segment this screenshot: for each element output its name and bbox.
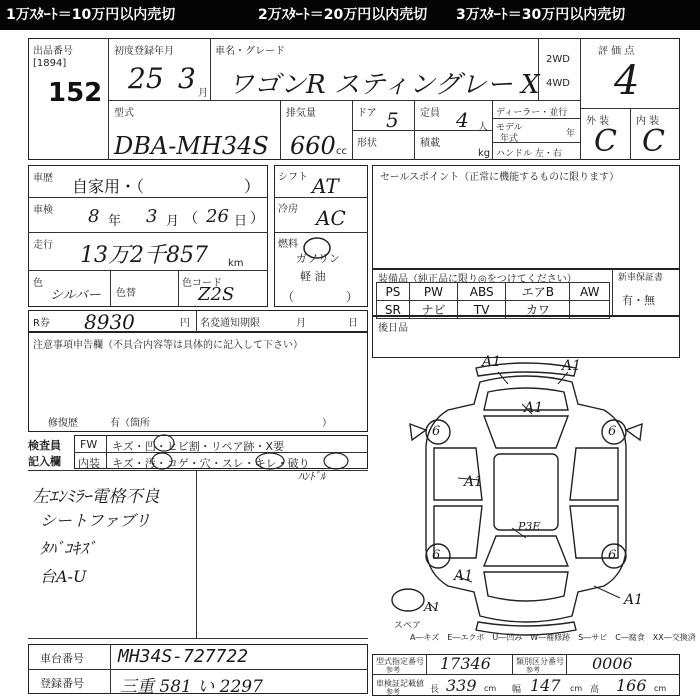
length-label: 長 — [430, 685, 440, 695]
inspection-label: 車検 — [33, 205, 53, 216]
recycle-row — [28, 310, 368, 332]
chassis-label: 車台番号 — [40, 652, 84, 665]
model-year-label: モデル — [496, 123, 523, 133]
class-label: 類別区分番号 — [516, 657, 564, 666]
comment-line-1: 左ｴﾝﾐﾗｰ電格不良 — [32, 487, 160, 507]
handle-label: ハンドル 左・右 — [496, 149, 562, 159]
repair-label: 修復歴 — [48, 418, 78, 429]
ac-label: 冷房 — [278, 204, 298, 215]
fuel-label: 燃料 — [278, 239, 298, 250]
banner-item-1: 1万ｽﾀｰﾄ＝10万円以内売切 — [6, 7, 176, 23]
ac-value: AC — [316, 206, 346, 230]
equip-pw: PW — [409, 283, 457, 301]
model-value: DBA-MH34S — [114, 132, 269, 160]
type-no-sub: 参考 — [386, 666, 400, 674]
tax-month-unit: 月 — [296, 318, 306, 329]
load-unit: kg — [478, 148, 491, 159]
history-value: 自家用・（ — [72, 177, 145, 196]
spare-label: スペア — [394, 621, 422, 631]
recycle-label: R券 — [33, 318, 50, 329]
damage-mark-12: A1 — [424, 600, 441, 614]
damage-mark-4: A1 — [464, 474, 484, 490]
banner-item-2: 2万ｽﾀｰﾄ＝20万円以内売切 — [258, 7, 428, 23]
equip-sr: SR — [377, 301, 410, 319]
top-banner — [0, 0, 700, 30]
damage-mark-5: A1 — [454, 568, 474, 584]
tax-day-unit: 日 — [348, 318, 358, 329]
drive-2wd: 2WD — [546, 54, 570, 65]
damage-mark-11: A1 — [624, 592, 644, 608]
inspection-year: 8 — [88, 206, 100, 227]
after-market-box — [372, 316, 680, 358]
fuel-paren-open: （ — [282, 290, 295, 304]
damage-legend: A―キズ E―エクボ U―凹み W―補修跡 S―サビ C―腐食 XX―交換済 — [410, 633, 696, 642]
damage-mark-6: P3E — [518, 520, 541, 533]
first-reg-label: 初度登録年月 — [114, 46, 174, 57]
length-value: 339 — [446, 676, 477, 695]
cap-unit: 人 — [478, 122, 488, 133]
spare-tire-icon — [392, 589, 424, 611]
inspection-paren-open: （ — [184, 211, 198, 227]
drive-4wd: 4WD — [546, 78, 570, 89]
lot-number: 152 — [48, 78, 103, 108]
damage-mark-9: 6 — [432, 548, 441, 563]
history-close: ） — [244, 177, 261, 196]
shift-label: シフト — [278, 172, 308, 183]
disp-value: 660 — [290, 132, 336, 160]
load-label: 積載 — [420, 138, 440, 149]
color-swap-label: 色替 — [116, 288, 136, 299]
disp-label: 排気量 — [286, 108, 316, 119]
equip-abs: ABS — [458, 283, 506, 301]
inspection-paren-close: ） — [250, 211, 264, 227]
int-label: 内 装 — [636, 116, 660, 127]
new-warranty-label: 新車保証書 — [618, 273, 664, 283]
height-label: 高 — [590, 685, 600, 695]
tax-deadline-label: 名変通知期限 — [200, 318, 260, 329]
width-value: 147 — [530, 676, 561, 695]
banner-item-3: 3万ｽﾀｰﾄ＝30万円以内売切 — [456, 7, 626, 23]
fuel-circle-mark — [302, 236, 332, 260]
damage-mark-7: 6 — [432, 424, 441, 439]
mileage-label: 走行 — [33, 240, 53, 251]
fuel-diesel: 軽 油 — [300, 270, 326, 283]
inspection-day-unit: 日 — [234, 214, 248, 229]
shift-value: AT — [312, 174, 339, 198]
ext-value: C — [594, 124, 617, 159]
lot-code: [1894] — [33, 58, 67, 69]
fuel-gas: ガソリン — [296, 252, 340, 265]
width-unit: cm — [570, 684, 583, 693]
height-unit: cm — [654, 684, 667, 693]
repair-value: 有（箇所 — [110, 418, 150, 429]
class-sub: 参考 — [526, 666, 540, 674]
equipment-label: 装備品（純正品に限り◎をつけてください） — [378, 274, 577, 285]
height-value: 166 — [616, 676, 647, 695]
recycle-yen: 円 — [180, 318, 190, 329]
notes-label: 注意事項申告欄（不具合内容等は具体的に記入して下さい） — [33, 340, 303, 351]
lot-label: 出品番号 — [33, 46, 73, 57]
doc-sub: 参考 — [386, 688, 400, 696]
fuel-paren-close: ） — [346, 290, 359, 304]
new-warranty-options: 有・無 — [622, 294, 655, 307]
color-code-label: 色コード — [182, 278, 222, 289]
color-label: 色 — [33, 278, 43, 289]
door-value: 5 — [386, 108, 399, 132]
door-label: ドア — [357, 108, 377, 119]
equip-aw: AW — [570, 283, 610, 301]
mileage-unit: km — [228, 258, 244, 269]
year-unit: 年 — [566, 129, 576, 139]
grade-value: 4 — [614, 58, 640, 104]
cap-label: 定員 — [420, 108, 440, 119]
shape-label: 形状 — [357, 138, 377, 149]
color-code-value: Z2S — [198, 284, 235, 305]
damage-mark-3: A1 — [524, 400, 544, 416]
ext-label: 外 装 — [586, 116, 610, 127]
comment-line-4: 台A-U — [40, 567, 87, 586]
recycle-value: 8930 — [84, 310, 135, 334]
doc-label: 車検証記載値 — [376, 679, 424, 688]
inspector-fw-items: キズ・凹・ヒビ割・リペア跡・X要 — [112, 440, 285, 453]
chassis-value: MH34S-727722 — [118, 646, 249, 667]
inspector-label-1: 検査員 — [28, 439, 61, 452]
inspection-month-unit: 月 — [166, 214, 180, 229]
registration-value: 三重 581 い 2297 — [120, 677, 263, 697]
equip-tv: TV — [458, 301, 506, 319]
model-label: 型式 — [114, 108, 134, 119]
first-reg-year: 25 — [128, 62, 164, 95]
length-unit: cm — [484, 684, 497, 693]
type-no-value: 17346 — [440, 654, 491, 673]
color-value: シルバー — [50, 288, 101, 303]
damage-mark-2: A1 — [562, 358, 582, 374]
inspector-circle-marks — [140, 434, 380, 474]
inspector-fw: FW — [80, 438, 98, 451]
damage-mark-1: A1 — [482, 354, 502, 370]
inspector-int: 内装 — [78, 457, 100, 470]
cap-value: 4 — [456, 108, 469, 132]
inspector-int-items: キズ・汚・コゲ・穴・スレ・キレ・破り — [112, 457, 310, 470]
equip-leather: カワ — [506, 301, 570, 319]
dealer-label: ディーラー・並行 — [496, 108, 568, 118]
first-reg-month-unit: 月 — [198, 88, 208, 99]
int-value: C — [642, 124, 665, 159]
inspection-month: 3 — [146, 206, 158, 227]
grade-label: 評 価 点 — [598, 46, 635, 57]
repair-close: ） — [322, 418, 332, 429]
type-no-label: 型式指定番号 — [376, 657, 424, 666]
inspection-day: 26 — [206, 206, 229, 227]
model-year-label2: 年式 — [500, 134, 519, 144]
equip-airbag: エアB — [506, 283, 570, 301]
damage-mark-10: 6 — [608, 548, 617, 563]
equipment-table — [376, 282, 610, 319]
after-market-label: 後日品 — [378, 323, 408, 334]
inspector-handwritten-note: ﾊﾝﾄﾞﾙ — [298, 470, 326, 483]
disp-unit: cc — [336, 146, 347, 157]
mileage-value: 13万2千857 — [80, 243, 208, 268]
sales-point-label: セールスポイント（正常に機能するものに限ります） — [380, 172, 620, 183]
name-label: 車名・グレード — [215, 46, 285, 57]
equip-navi: ナビ — [409, 301, 457, 319]
registration-label: 登録番号 — [40, 677, 84, 690]
first-reg-month: 3 — [178, 62, 196, 95]
inspection-year-unit: 年 — [108, 214, 122, 229]
inspector-label-2: 記入欄 — [28, 455, 61, 468]
history-label: 車歴 — [33, 173, 53, 184]
comment-line-2: シートファブリ — [40, 511, 151, 530]
car-name: ワゴンR スティングレー X — [228, 70, 540, 100]
width-label: 幅 — [512, 685, 522, 695]
comment-line-3: ﾀﾊﾞｺｷｽﾞ — [40, 539, 97, 558]
equip-ps: PS — [377, 283, 410, 301]
class-value: 0006 — [592, 654, 633, 673]
damage-mark-8: 6 — [608, 424, 617, 439]
